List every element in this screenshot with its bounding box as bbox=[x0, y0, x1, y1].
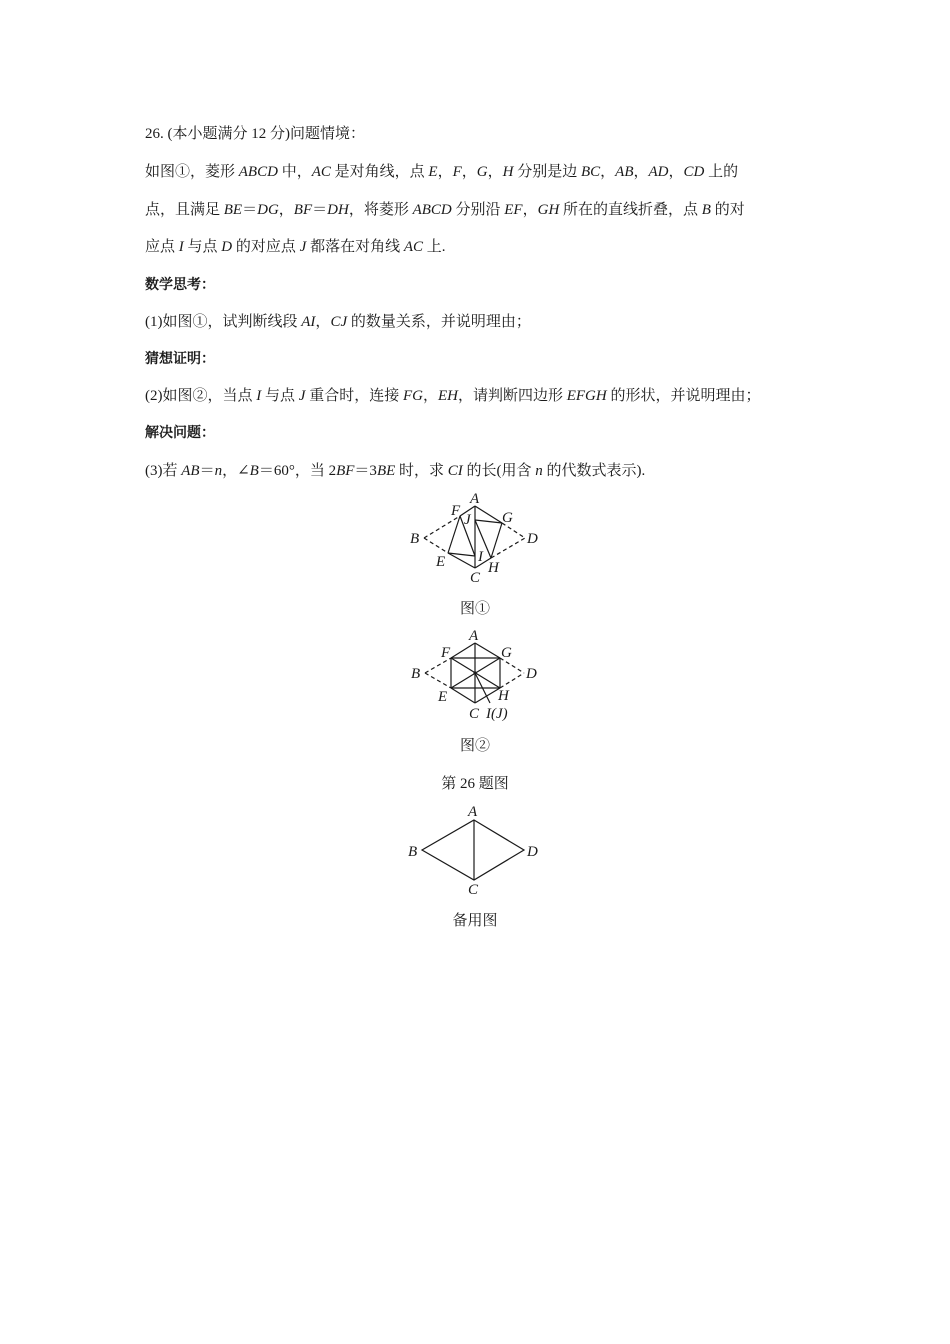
heading-conjecture-proof: 猜想证明： bbox=[145, 351, 215, 367]
context-line-1 bbox=[145, 162, 825, 182]
label-I-J: I(J) bbox=[486, 706, 508, 722]
label-G: G bbox=[501, 645, 512, 661]
text-segment: ， bbox=[315, 314, 331, 330]
math-symbol: AB bbox=[181, 463, 200, 479]
math-symbol: AD bbox=[648, 164, 669, 180]
text-segment: ， bbox=[437, 164, 453, 180]
text-segment: 分别是边 bbox=[513, 164, 581, 180]
figure-backup-caption: 备用图 bbox=[452, 913, 498, 929]
label-A: A bbox=[470, 491, 480, 507]
math-symbol: n bbox=[214, 463, 223, 479]
context-line-2 bbox=[145, 200, 825, 220]
text-segment: 点，且满足 bbox=[145, 202, 224, 218]
math-symbol: GH bbox=[537, 202, 560, 218]
math-symbol: AC bbox=[311, 164, 331, 180]
label-G: G bbox=[502, 510, 513, 526]
figure-2-rhombus-hexagon bbox=[400, 625, 550, 725]
text-segment: 的代数式表示). bbox=[542, 463, 646, 479]
math-symbol: AC bbox=[403, 239, 423, 255]
text-segment: ， bbox=[461, 164, 477, 180]
label-I: I bbox=[478, 549, 483, 565]
text-segment: 的对 bbox=[710, 202, 745, 218]
label-B: B bbox=[408, 844, 418, 860]
label-D: D bbox=[526, 666, 537, 682]
text-segment: ，∠ bbox=[222, 463, 250, 479]
math-symbol: BE bbox=[376, 463, 396, 479]
math-symbol: I bbox=[256, 388, 262, 404]
text-segment: 的数量关系，并说明理由； bbox=[347, 314, 531, 330]
math-symbol: B bbox=[249, 463, 259, 479]
math-symbol: DG bbox=[257, 202, 279, 218]
text-segment: 的长(用含 bbox=[462, 463, 536, 479]
question-1 bbox=[145, 312, 825, 332]
text-segment: 时，求 bbox=[395, 463, 448, 479]
text-segment: 的形状，并说明理由； bbox=[606, 388, 761, 404]
section-title-context: 问题情境： bbox=[290, 126, 366, 142]
label-D: D bbox=[527, 531, 538, 547]
math-symbol: EFGH bbox=[566, 388, 607, 404]
label-H: H bbox=[488, 560, 499, 576]
math-symbol: E bbox=[428, 164, 438, 180]
text-segment: 上的 bbox=[704, 164, 739, 180]
text-segment: ，请判断四边形 bbox=[457, 388, 567, 404]
text-segment: 应点 bbox=[145, 239, 179, 255]
figure-1-caption: 图① bbox=[459, 601, 490, 617]
math-symbol: FG bbox=[402, 388, 423, 404]
label-C: C bbox=[469, 706, 480, 722]
math-symbol: CI bbox=[447, 463, 463, 479]
question-3 bbox=[145, 461, 825, 481]
math-symbol: EH bbox=[437, 388, 458, 404]
text-segment: ， bbox=[600, 164, 616, 180]
text-segment: 重合时，连接 bbox=[305, 388, 403, 404]
label-E: E bbox=[436, 554, 446, 570]
math-symbol: n bbox=[535, 463, 543, 479]
label-H: H bbox=[498, 688, 509, 704]
math-symbol: J bbox=[298, 388, 306, 404]
text-segment: 是对角线，点 bbox=[330, 164, 429, 180]
text-segment: (3)若 bbox=[145, 463, 182, 479]
text-segment: 上. bbox=[423, 239, 446, 255]
label-C: C bbox=[470, 570, 481, 586]
math-symbol: J bbox=[299, 239, 307, 255]
text-segment: ， bbox=[278, 202, 294, 218]
figure-group-caption: 第 26 题图 bbox=[441, 776, 509, 792]
text-segment: ， bbox=[668, 164, 684, 180]
text-segment: ， bbox=[522, 202, 538, 218]
math-symbol: BF bbox=[336, 463, 355, 479]
label-J: J bbox=[464, 512, 471, 528]
text-segment: (2)如图②，当点 bbox=[145, 388, 257, 404]
math-symbol: F bbox=[452, 164, 462, 180]
heading-math-thinking: 数学思考： bbox=[145, 277, 215, 293]
text-segment: ， bbox=[422, 388, 438, 404]
text-segment: 与点 bbox=[261, 388, 299, 404]
context-line-3 bbox=[145, 237, 825, 257]
math-symbol: D bbox=[221, 239, 233, 255]
label-A: A bbox=[469, 628, 479, 644]
text-segment: 中， bbox=[277, 164, 312, 180]
score-note: (本小题满分 12 分) bbox=[167, 126, 290, 142]
question-2 bbox=[145, 386, 825, 406]
label-D: D bbox=[527, 844, 538, 860]
label-C: C bbox=[468, 882, 479, 898]
math-symbol: CJ bbox=[330, 314, 348, 330]
label-F: F bbox=[451, 503, 461, 519]
math-symbol: AI bbox=[301, 314, 316, 330]
math-symbol: ABCD bbox=[238, 164, 278, 180]
math-symbol: ABCD bbox=[412, 202, 452, 218]
heading-solve-problem: 解决问题： bbox=[145, 425, 215, 441]
math-symbol: I bbox=[178, 239, 184, 255]
math-symbol: BE bbox=[223, 202, 243, 218]
text-segment: ， bbox=[487, 164, 503, 180]
text-segment: 与点 bbox=[183, 239, 222, 255]
text-segment: 如图①，菱形 bbox=[145, 164, 239, 180]
math-symbol: EF bbox=[504, 202, 523, 218]
math-symbol: DH bbox=[327, 202, 349, 218]
math-symbol: BC bbox=[580, 164, 601, 180]
label-A: A bbox=[468, 804, 478, 820]
math-symbol: H bbox=[502, 164, 514, 180]
text-segment: ，将菱形 bbox=[348, 202, 413, 218]
text-segment: ＝ bbox=[199, 463, 215, 479]
text-segment: ＝ bbox=[312, 202, 328, 218]
text-segment: 所在的直线折叠，点 bbox=[559, 202, 702, 218]
math-symbol: BF bbox=[293, 202, 313, 218]
figure-2-caption: 图② bbox=[459, 738, 490, 754]
figure-backup-rhombus bbox=[400, 800, 550, 900]
text-segment: 都落在对角线 bbox=[306, 239, 404, 255]
problem-number: 26. bbox=[145, 126, 164, 142]
figure-1-rhombus-folding bbox=[400, 488, 550, 588]
label-E: E bbox=[438, 689, 448, 705]
text-segment: 分别沿 bbox=[451, 202, 505, 218]
text-segment: ， bbox=[633, 164, 649, 180]
text-segment: (1)如图①，试判断线段 bbox=[145, 314, 302, 330]
text-segment: 的对应点 bbox=[232, 239, 300, 255]
math-symbol: B bbox=[701, 202, 711, 218]
text-segment: ＝60°，当 2 bbox=[258, 463, 337, 479]
label-F: F bbox=[441, 645, 451, 661]
problem-title bbox=[145, 124, 825, 144]
label-B: B bbox=[410, 531, 420, 547]
math-symbol: CD bbox=[683, 164, 705, 180]
math-symbol: AB bbox=[615, 164, 634, 180]
math-symbol: G bbox=[476, 164, 488, 180]
text-segment: ＝ bbox=[242, 202, 258, 218]
text-segment: ＝3 bbox=[354, 463, 377, 479]
label-B: B bbox=[411, 666, 421, 682]
